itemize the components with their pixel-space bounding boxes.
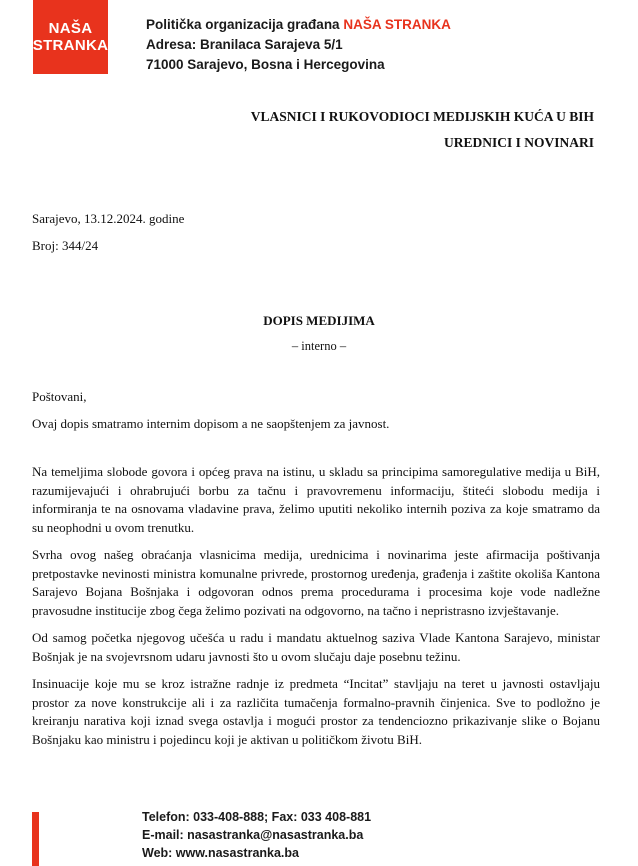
- footer-email: E-mail: nasastranka@nasastranka.ba: [142, 828, 364, 842]
- organization-line: [146, 15, 451, 35]
- footer-phone: Telefon: 033-408-888; Fax: 033 408-881: [142, 810, 372, 824]
- address-line-1: Adresa: Branilaca Sarajeva 5/1: [146, 37, 343, 52]
- letter-body: [32, 463, 600, 758]
- intro-sentence: Ovaj dopis smatramo internim dopisom a ne saopštenjem za javnost.: [32, 416, 390, 431]
- document-subtitle: – interno –: [291, 339, 347, 353]
- footer-accent-bar: [32, 812, 39, 866]
- paragraph: Svrha ovog našeg obraćanja vlasnicima medija, urednicima i novinarima jeste afirmacija poštivanja pretpostavke nevinosti ministra komunalne privrede, prostornog uređenja, građenja i zaštite okoliša Kantona Sarajevo Bojana Bošnjaka i odgovoran odnos prema procedurama i procesima koje vode nadležne pravosudne institucije zbog čega želimo pozivati na odgovorno, na tačno i nepristrasno izvještavanje.: [32, 547, 600, 618]
- document-title: DOPIS MEDIJIMA: [263, 313, 375, 328]
- logo-line-1: NAŠA: [48, 20, 93, 37]
- paragraph: Od samog početka njegovog učešća u radu i mandatu aktuelnog saziva Vlade Kantona Sarajevo, ministar Bošnjak je na svojevrsnom udaru javnosti što u ovom slučaju daje posebnu težinu.: [32, 630, 600, 664]
- party-logo: [33, 0, 108, 74]
- logo-line-2: STRANKA: [32, 37, 109, 54]
- document-meta: [32, 205, 184, 259]
- recipient-line-2: UREDNICI I NOVINARI: [443, 135, 594, 150]
- document-date: Sarajevo, 13.12.2024. godine: [32, 211, 185, 226]
- recipient-line-1: VLASNICI I RUKOVODIOCI MEDIJSKIH KUĆA U BIH: [250, 109, 594, 124]
- paragraph: Na temeljima slobode govora i općeg prava na istinu, u skladu sa principima samoregulative medija u BiH, razumijevajući i ohrabrujući borbu za tačnu i pravovremenu informaciju, štiteći slobodu medija i informiranja te na osnovama vladavine prava, želimo uputiti nekoliko internih poziva za koje smatramo da su neophodni u ovom trenutku.: [32, 464, 600, 535]
- footer-contacts: [142, 808, 371, 862]
- organization-brand: NAŠA STRANKA: [343, 17, 451, 32]
- document-number: Broj: 344/24: [32, 238, 99, 253]
- recipients: [251, 104, 594, 156]
- letterhead: [146, 15, 451, 75]
- organization-prefix: Politička organizacija građana: [146, 17, 344, 32]
- greeting: Poštovani,: [32, 389, 87, 404]
- paragraph: Insinuacije koje mu se kroz istražne radnje iz predmeta “Incitat” stavljaju na teret u javnosti ostavljaju prostor za nove konstrukcije ali i za različita tumačenja formalno-pravnih činjenica. Sve to podložno je kreiranju narativa koji iznad svega ostavlja i mogući prostor za tendenciozno prikazivanje slike o Bojanu Bošnjaku kao ministru i pojedincu koji je aktivan u političkom životu BiH.: [32, 676, 600, 747]
- address-line-2: 71000 Sarajevo, Bosna i Hercegovina: [146, 57, 385, 72]
- footer-web: Web: www.nasastranka.ba: [142, 846, 299, 860]
